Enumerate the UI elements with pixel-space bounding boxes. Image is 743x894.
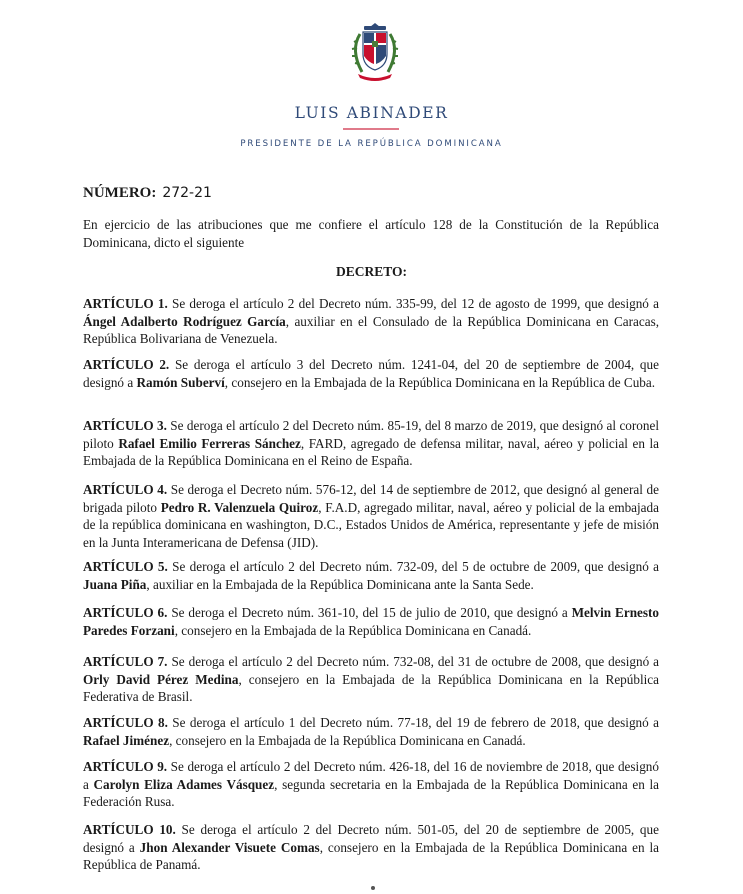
article-2: ARTÍCULO 2. Se deroga el artículo 3 del Decreto núm. 1241-04, del 20 de septiembre de 2004, que designó a Ramón Suberví, consejero en la Embajada de la República Dominicana en la República de Cuba. (83, 357, 659, 390)
decree-number-label: NÚMERO: (83, 185, 157, 201)
dominican-coat-of-arms-icon (344, 20, 406, 84)
person-name: Ramón Suberví (136, 374, 225, 390)
person-name: Rafael Emilio Ferreras Sánchez (118, 435, 301, 451)
article-label: ARTÍCULO 7. (83, 654, 168, 669)
article-9: ARTÍCULO 9. Se deroga el artículo 2 del Decreto núm. 426-18, del 16 de noviembre de 2018, que designó a Carolyn Eliza Adames Vásquez, segunda secretaria en la Embajada de la República Dominicana en la Federación Rusa. (83, 759, 659, 810)
article-label: ARTÍCULO 3. (83, 418, 167, 433)
name-underline (343, 128, 399, 130)
article-7: ARTÍCULO 7. Se deroga el artículo 2 del Decreto núm. 732-08, del 31 de octubre de 2008, que designó a Orly David Pérez Medina, consejero en la Embajada de la República Dominicana en la República Federativa de Brasil. (83, 654, 659, 705)
preamble: En ejercicio de las atribuciones que me confiere el artículo 128 de la Constitución de la República Dominicana, dicto el siguiente (83, 217, 659, 250)
person-name: Carolyn Eliza Adames Vásquez (93, 776, 275, 792)
decree-number-value: 272-21 (162, 185, 212, 201)
person-name: Pedro R. Valenzuela Quiroz (160, 499, 319, 515)
article-1: ARTÍCULO 1. Se deroga el artículo 2 del Decreto núm. 335-99, del 12 de agosto de 1999, que designó a Ángel Adalberto Rodríguez García, auxiliar en el Consulado de la República Dominicana en Caracas, República Bolivariana de Venezuela. (83, 296, 659, 347)
person-name: Ángel Adalberto Rodríguez García (83, 313, 286, 329)
article-3: ARTÍCULO 3. Se deroga el artículo 2 del Decreto núm. 85-19, del 8 marzo de 2019, que designó al coronel piloto Rafael Emilio Ferreras Sánchez, FARD, agregado de defensa militar, naval, aéreo y policial en la Embajada de la República Dominicana en el Reino de España. (83, 418, 659, 469)
president-name: LUIS ABINADER (294, 104, 449, 122)
article-label: ARTÍCULO 10. (83, 822, 176, 837)
person-name: Rafael Jiménez (83, 732, 170, 748)
article-8: ARTÍCULO 8. Se deroga el artículo 1 del Decreto núm. 77-18, del 19 de febrero de 2018, que designó a Rafael Jiménez, consejero en la Embajada de la República Dominicana en Canadá. (83, 715, 659, 748)
article-6: ARTÍCULO 6. Se deroga el Decreto núm. 361-10, del 15 de julio de 2010, que designó a Melvin Ernesto Paredes Forzani, consejero en la Embajada de la República Dominicana en Canadá. (83, 605, 659, 638)
article-10: ARTÍCULO 10. Se deroga el artículo 2 del Decreto núm. 501-05, del 20 de septiembre de 2005, que designó a Jhon Alexander Visuete Comas, consejero en la Embajada de la República Dominicana en la República de Panamá. (83, 822, 659, 873)
page-mark (371, 886, 375, 890)
person-name: Jhon Alexander Visuete Comas (139, 839, 320, 855)
person-name: Melvin Ernesto Paredes Forzani (83, 605, 659, 638)
decree-number (83, 185, 212, 202)
article-4: ARTÍCULO 4. Se deroga el Decreto núm. 576-12, del 14 de septiembre de 2012, que designó al general de brigada piloto Pedro R. Valenzuela Quiroz, F.A.D, agregado militar, naval, aéreo y policial de la embajada de la república dominicana en washington, D.C., Estados Unidos de América, representante y jefe de misión en la Junta Interamericana de Defensa (JID). (83, 482, 659, 550)
article-label: ARTÍCULO 2. (83, 357, 170, 372)
decree-heading: DECRETO: (335, 264, 407, 279)
president-title: PRESIDENTE DE LA REPÚBLICA DOMINICANA (240, 139, 503, 149)
article-label: ARTÍCULO 1. (83, 296, 168, 311)
article-label: ARTÍCULO 6. (83, 605, 168, 620)
article-label: ARTÍCULO 8. (83, 715, 168, 730)
person-name: Orly David Pérez Medina (83, 671, 239, 687)
article-5: ARTÍCULO 5. Se deroga el artículo 2 del Decreto núm. 732-09, del 5 de octubre de 2009, que designó a Juana Piña, auxiliar en la Embajada de la República Dominicana ante la Santa Sede. (83, 559, 659, 592)
person-name: Juana Piña (83, 576, 147, 592)
article-label: ARTÍCULO 4. (83, 482, 168, 497)
article-label: ARTÍCULO 9. (83, 759, 168, 774)
article-label: ARTÍCULO 5. (83, 559, 168, 574)
